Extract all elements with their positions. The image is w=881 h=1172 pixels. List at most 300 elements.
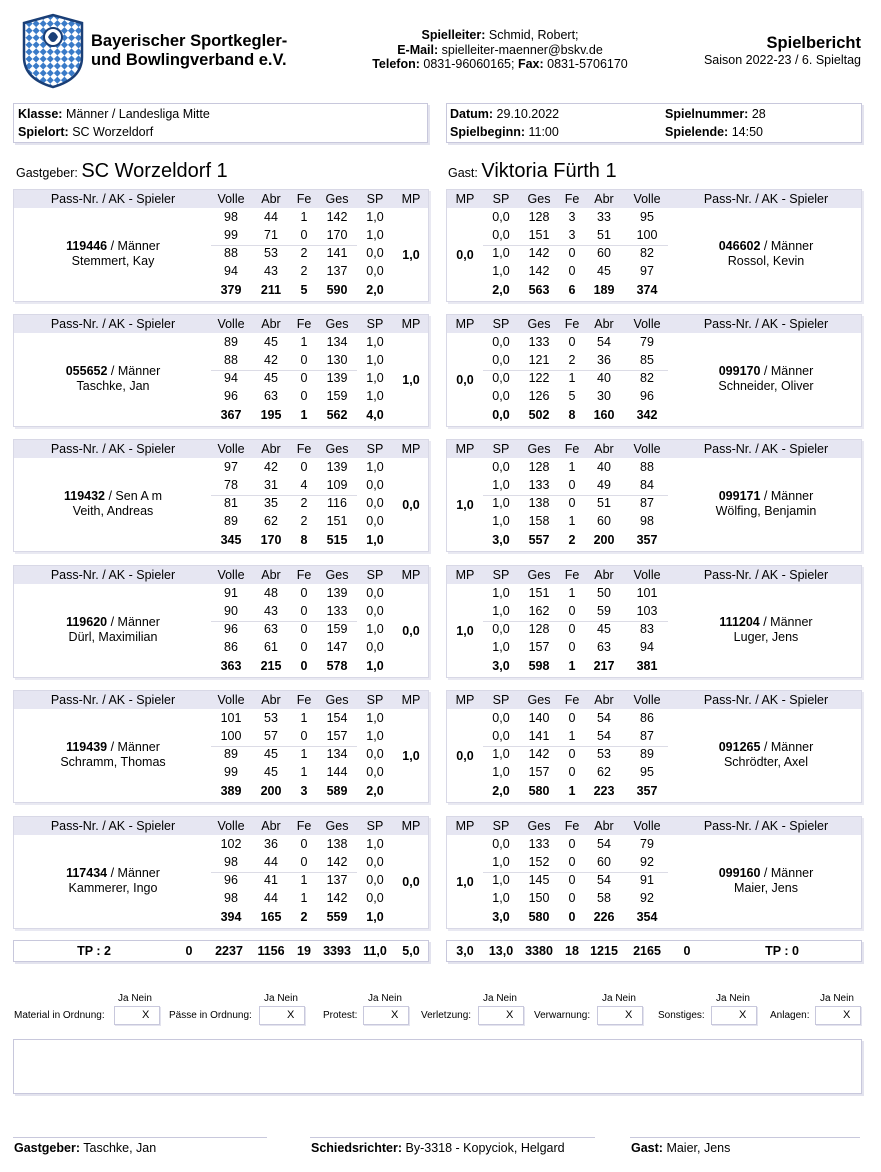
player-age-class: / Männer	[107, 740, 160, 754]
home-team-title	[16, 160, 228, 183]
total-sp-cell: 4,0	[366, 408, 384, 422]
referee-sign-label: Schiedsrichter:	[311, 1141, 403, 1155]
check-box[interactable]	[259, 1006, 305, 1025]
sp-cell: 1,0	[366, 729, 384, 743]
total-volle-cell: 357	[636, 533, 658, 547]
player-pass-line	[14, 239, 212, 254]
total-abr-cell: 170	[260, 533, 282, 547]
ges-cell: 116	[327, 496, 347, 510]
sp-cell: 0,0	[492, 228, 510, 242]
column-header-player: Pass-Nr. / AK - Spieler	[50, 568, 176, 582]
fe-cell: 4	[300, 478, 308, 492]
abr-cell: 54	[597, 873, 611, 887]
sp-cell: 0,0	[492, 353, 510, 367]
abr-cell: 45	[597, 264, 611, 278]
fe-cell: 2	[300, 496, 308, 510]
column-header-fe: Fe	[564, 819, 580, 833]
spielort-label: Spielort:	[18, 125, 69, 139]
column-header-volle: Volle	[633, 442, 661, 456]
abr-cell: 45	[597, 622, 611, 636]
volle-cell: 86	[224, 640, 238, 654]
check-box[interactable]	[711, 1006, 757, 1025]
sp-cell: 1,0	[492, 747, 510, 761]
fe-cell: 0	[300, 371, 308, 385]
total-abr-cell: 195	[260, 408, 282, 422]
volle-cell: 98	[224, 855, 238, 869]
home-mp-value: 1,0	[402, 248, 420, 262]
player-pass-number: 119432	[63, 489, 106, 503]
sp-cell: 0,0	[366, 496, 384, 510]
player-age-class: / Männer	[760, 740, 814, 754]
ges-cell: 152	[528, 855, 550, 869]
player-pass-number: 111204	[719, 615, 760, 629]
abr-cell: 54	[597, 729, 611, 743]
volle-cell: 99	[224, 765, 238, 779]
total-abr-cell: 217	[593, 659, 615, 673]
abr-cell: 61	[264, 640, 278, 654]
abr-cell: 60	[597, 514, 611, 528]
column-header-abr: Abr	[261, 693, 281, 707]
player-name: Luger, Jens	[733, 630, 799, 644]
fe-cell: 0	[568, 604, 576, 618]
volle-cell: 89	[224, 747, 238, 761]
abr-cell: 57	[264, 729, 278, 743]
home-signature	[14, 1141, 156, 1155]
volle-cell: 86	[640, 711, 654, 725]
home-total-sp: 11,0	[363, 944, 387, 958]
abr-cell: 31	[264, 478, 278, 492]
player-age-class: / Männer	[107, 364, 161, 378]
volle-cell: 79	[640, 837, 654, 851]
row-separator	[211, 495, 357, 496]
column-header-sp: SP	[492, 317, 510, 331]
fe-cell: 0	[568, 478, 576, 492]
abr-cell: 51	[597, 228, 611, 242]
volle-cell: 98	[640, 514, 654, 528]
column-header-ges: Ges	[325, 568, 349, 582]
sp-cell: 0,0	[366, 747, 384, 761]
abr-cell: 48	[264, 586, 278, 600]
column-header-player: Pass-Nr. / AK - Spieler	[703, 192, 829, 206]
column-header-ges: Ges	[527, 819, 551, 833]
player-pass-line	[671, 364, 861, 379]
row-separator	[211, 370, 357, 371]
away-team-name: Viktoria Fürth 1	[481, 160, 617, 182]
volle-cell: 87	[640, 729, 654, 743]
ges-cell: 128	[528, 460, 550, 474]
volle-cell: 96	[224, 622, 238, 636]
away-totals-row	[446, 940, 862, 962]
fax-label: Fax:	[517, 57, 544, 71]
player-name: Rossol, Kevin	[727, 254, 805, 268]
ja-nein-header: Ja Nein	[264, 993, 298, 1004]
sp-cell: 0,0	[492, 622, 510, 636]
ges-cell: 142	[326, 855, 348, 869]
check-box[interactable]	[363, 1006, 409, 1025]
ges-cell: 142	[326, 891, 348, 905]
volle-cell: 97	[640, 264, 654, 278]
row-separator	[483, 370, 668, 371]
fe-cell: 0	[300, 622, 308, 636]
total-ges-cell: 580	[528, 910, 550, 924]
home-mp-value: 0,0	[402, 498, 420, 512]
row-separator	[483, 621, 668, 622]
abr-cell: 43	[264, 604, 278, 618]
volle-cell: 95	[640, 210, 654, 224]
total-volle-cell: 381	[636, 659, 658, 673]
abr-cell: 40	[597, 460, 611, 474]
report-subtitle: Saison 2022-23 / 6. Spieltag	[703, 53, 861, 67]
check-mark: X	[625, 1009, 633, 1021]
total-fe-cell: 1	[300, 408, 308, 422]
abr-cell: 36	[597, 353, 611, 367]
column-header-volle: Volle	[633, 317, 661, 331]
away-mp-value: 1,0	[456, 624, 474, 638]
column-header-volle: Volle	[217, 192, 245, 206]
sp-cell: 1,0	[492, 891, 510, 905]
sp-cell: 1,0	[492, 264, 510, 278]
column-header-abr: Abr	[594, 317, 614, 331]
fe-cell: 0	[300, 640, 308, 654]
volle-cell: 82	[640, 246, 654, 260]
volle-cell: 92	[640, 855, 654, 869]
abr-cell: 62	[264, 514, 278, 528]
total-fe-cell: 2	[568, 533, 576, 547]
abr-cell: 45	[264, 371, 278, 385]
fe-cell: 0	[300, 228, 308, 242]
volle-cell: 88	[640, 460, 654, 474]
player-age-class: / Männer	[760, 866, 814, 880]
abr-cell: 62	[597, 765, 611, 779]
total-sp-cell: 3,0	[492, 533, 510, 547]
ges-cell: 134	[326, 747, 348, 761]
row-separator	[483, 746, 668, 747]
total-fe-cell: 3	[300, 784, 308, 798]
player-name: Dürl, Maximilian	[68, 630, 158, 644]
check-box[interactable]	[815, 1006, 861, 1025]
column-header-volle: Volle	[217, 442, 245, 456]
sp-cell: 0,0	[492, 335, 510, 349]
total-abr-cell: 215	[260, 659, 282, 673]
ges-cell: 133	[326, 604, 348, 618]
volle-cell: 95	[640, 765, 654, 779]
column-header-player: Pass-Nr. / AK - Spieler	[703, 442, 829, 456]
column-header-ges: Ges	[325, 819, 349, 833]
row-separator	[483, 495, 668, 496]
home-total-zero: 0	[185, 944, 193, 958]
volle-cell: 96	[640, 389, 654, 403]
sp-cell: 1,0	[366, 460, 384, 474]
away-mp-value: 0,0	[456, 373, 474, 387]
column-header-sp: SP	[492, 192, 510, 206]
away-total-sp: 13,0	[488, 944, 514, 958]
referee-sign-value: By-3318 - Kopyciok, Helgard	[405, 1141, 565, 1155]
player-pass-number: 091265	[718, 740, 761, 754]
away-total-fe: 18	[565, 944, 579, 958]
fe-cell: 1	[568, 586, 576, 600]
away-total-abr: 1215	[590, 944, 618, 958]
ges-cell: 142	[326, 210, 348, 224]
abr-cell: 58	[597, 891, 611, 905]
total-volle-cell: 367	[220, 408, 242, 422]
check-box[interactable]	[114, 1006, 160, 1025]
total-fe-cell: 1	[568, 659, 576, 673]
away-player-info	[671, 615, 861, 645]
total-sp-cell: 1,0	[366, 533, 384, 547]
abr-cell: 54	[597, 711, 611, 725]
away-player-info	[671, 364, 861, 394]
column-header-mp: MP	[455, 693, 475, 707]
sp-cell: 0,0	[492, 210, 510, 224]
column-header-ges: Ges	[527, 317, 551, 331]
sp-cell: 1,0	[492, 855, 510, 869]
volle-cell: 87	[640, 496, 654, 510]
row-separator	[211, 245, 357, 246]
column-header-fe: Fe	[564, 317, 580, 331]
fe-cell: 0	[568, 622, 576, 636]
volle-cell: 92	[640, 891, 654, 905]
ja-nein-header: Ja Nein	[602, 993, 636, 1004]
sp-cell: 1,0	[366, 371, 384, 385]
total-ges-cell: 515	[326, 533, 348, 547]
check-box[interactable]	[597, 1006, 643, 1025]
sp-cell: 1,0	[366, 353, 384, 367]
ges-cell: 138	[528, 496, 550, 510]
fe-cell: 0	[568, 496, 576, 510]
player-pass-number: 099170	[718, 364, 761, 378]
player-name: Schramm, Thomas	[60, 755, 166, 769]
away-player-info	[671, 740, 861, 770]
volle-cell: 94	[224, 264, 238, 278]
home-sign-value: Taschke, Jan	[83, 1141, 157, 1155]
column-header-mp: MP	[401, 568, 421, 582]
fe-cell: 1	[568, 729, 576, 743]
volle-cell: 96	[224, 873, 238, 887]
player-pass-number: 099171	[718, 489, 761, 503]
away-player-info	[671, 239, 861, 269]
player-age-class: / Männer	[760, 489, 814, 503]
away-player-block	[446, 565, 862, 678]
ges-cell: 151	[528, 586, 550, 600]
fe-cell: 1	[300, 711, 308, 725]
leader-value: Schmid, Robert;	[488, 28, 579, 42]
column-header-abr: Abr	[261, 819, 281, 833]
column-header-mp: MP	[401, 693, 421, 707]
notes-box[interactable]	[13, 1039, 862, 1094]
ges-cell: 133	[528, 837, 550, 851]
volle-cell: 89	[224, 514, 238, 528]
column-header-mp: MP	[401, 442, 421, 456]
sp-cell: 0,0	[492, 711, 510, 725]
fe-cell: 0	[568, 335, 576, 349]
abr-cell: 71	[264, 228, 278, 242]
player-pass-number: 099160	[718, 866, 761, 880]
volle-cell: 100	[636, 228, 658, 242]
column-header-fe: Fe	[296, 568, 312, 582]
abr-cell: 50	[597, 586, 611, 600]
ges-cell: 139	[326, 460, 348, 474]
total-fe-cell: 1	[568, 784, 576, 798]
home-player-block	[13, 439, 429, 552]
column-header-player: Pass-Nr. / AK - Spieler	[703, 317, 829, 331]
away-team-label: Gast:	[448, 166, 478, 180]
match-class-box	[13, 103, 428, 143]
player-name: Wölfing, Benjamin	[715, 504, 817, 518]
total-fe-cell: 6	[568, 283, 576, 297]
column-header-sp: SP	[366, 317, 384, 331]
column-header-abr: Abr	[594, 568, 614, 582]
sp-cell: 1,0	[366, 335, 384, 349]
home-player-info	[14, 740, 212, 770]
sp-cell: 0,0	[366, 640, 384, 654]
ges-cell: 141	[326, 246, 348, 260]
ges-cell: 133	[528, 478, 550, 492]
report-title: Spielbericht	[766, 34, 861, 52]
sp-cell: 0,0	[366, 604, 384, 618]
beginn-label: Spielbeginn:	[450, 125, 525, 139]
check-label: Anlagen:	[770, 1010, 810, 1021]
away-mp-value: 1,0	[456, 875, 474, 889]
volle-cell: 82	[640, 371, 654, 385]
home-totals-row	[13, 940, 429, 962]
column-header-mp: MP	[455, 568, 475, 582]
away-mp-value: 0,0	[456, 749, 474, 763]
total-sp-cell: 2,0	[366, 283, 384, 297]
total-fe-cell: 0	[300, 659, 308, 673]
ges-cell: 140	[528, 711, 550, 725]
fe-cell: 0	[568, 711, 576, 725]
ges-cell: 130	[326, 353, 348, 367]
away-total-zero: 0	[683, 944, 691, 958]
ges-cell: 138	[326, 837, 348, 851]
total-abr-cell: 226	[593, 910, 615, 924]
fe-cell: 0	[568, 837, 576, 851]
column-header-sp: SP	[366, 568, 384, 582]
player-pass-line	[671, 740, 861, 755]
fe-cell: 1	[300, 335, 308, 349]
away-total-volle: 2165	[633, 944, 661, 958]
home-mp-value: 1,0	[402, 373, 420, 387]
volle-cell: 79	[640, 335, 654, 349]
fe-cell: 0	[568, 640, 576, 654]
player-age-class: / Männer	[107, 866, 160, 880]
total-abr-cell: 200	[260, 784, 282, 798]
total-volle-cell: 345	[220, 533, 242, 547]
ges-cell: 157	[528, 765, 550, 779]
column-header-ges: Ges	[527, 442, 551, 456]
email-value: spielleiter-maenner@bskv.de	[441, 42, 603, 57]
spielort-value: SC Worzeldorf	[72, 125, 154, 139]
ges-cell: 121	[528, 353, 550, 367]
fe-cell: 0	[300, 353, 308, 367]
ges-cell: 142	[528, 264, 550, 278]
sp-cell: 0,0	[366, 891, 384, 905]
away-mp-value: 1,0	[456, 498, 474, 512]
total-volle-cell: 374	[636, 283, 658, 297]
player-name: Maier, Jens	[734, 881, 798, 895]
ges-cell: 162	[528, 604, 550, 618]
player-name: Stemmert, Kay	[71, 254, 155, 268]
nummer-value: 28	[751, 107, 766, 121]
fe-cell: 0	[568, 747, 576, 761]
check-mark: X	[287, 1009, 295, 1021]
nummer-label: Spielnummer:	[665, 107, 749, 121]
column-header-player: Pass-Nr. / AK - Spieler	[50, 317, 176, 331]
volle-cell: 96	[224, 389, 238, 403]
total-sp-cell: 3,0	[492, 659, 510, 673]
player-pass-number: 117434	[66, 866, 108, 880]
ende-label: Spielende:	[665, 125, 729, 139]
report-title-block	[704, 34, 861, 67]
player-pass-number: 046602	[718, 239, 761, 253]
sp-cell: 0,0	[366, 586, 384, 600]
home-total-fe: 19	[297, 944, 311, 958]
fe-cell: 2	[568, 353, 576, 367]
beginn-value: 11:00	[528, 125, 559, 139]
player-pass-number: 119620	[66, 615, 108, 629]
total-ges-cell: 590	[326, 283, 348, 297]
total-volle-cell: 342	[636, 408, 658, 422]
player-pass-line	[14, 866, 212, 881]
ges-cell: 128	[528, 622, 550, 636]
away-player-block	[446, 189, 862, 302]
fe-cell: 1	[568, 460, 576, 474]
player-pass-line	[671, 866, 861, 881]
total-abr-cell: 165	[260, 910, 282, 924]
away-signature	[631, 1141, 730, 1155]
column-header-volle: Volle	[633, 568, 661, 582]
home-player-block	[13, 189, 429, 302]
abr-cell: 35	[264, 496, 278, 510]
column-header-abr: Abr	[594, 192, 614, 206]
home-player-block	[13, 690, 429, 803]
ges-cell: 151	[528, 228, 550, 242]
column-header-sp: SP	[366, 819, 384, 833]
player-pass-line	[671, 239, 861, 254]
player-age-class: / Sen A m	[105, 489, 162, 503]
total-volle-cell: 354	[636, 910, 658, 924]
check-box[interactable]	[478, 1006, 524, 1025]
away-sign-label: Gast:	[631, 1141, 663, 1155]
fe-cell: 0	[300, 460, 308, 474]
total-sp-cell: 2,0	[492, 784, 510, 798]
total-abr-cell: 223	[593, 784, 615, 798]
fe-cell: 0	[300, 389, 308, 403]
abr-cell: 51	[597, 496, 611, 510]
volle-cell: 101	[220, 711, 242, 725]
column-header-sp: SP	[492, 568, 510, 582]
abr-cell: 44	[264, 210, 278, 224]
column-header-player: Pass-Nr. / AK - Spieler	[703, 819, 829, 833]
fe-cell: 0	[300, 604, 308, 618]
away-player-block	[446, 439, 862, 552]
ges-cell: 139	[326, 371, 348, 385]
column-header-abr: Abr	[261, 568, 281, 582]
ges-cell: 137	[326, 264, 348, 278]
abr-cell: 45	[264, 335, 278, 349]
home-team-label: Gastgeber:	[16, 166, 78, 180]
away-mp-value: 0,0	[456, 248, 474, 262]
column-header-sp: SP	[366, 442, 384, 456]
check-label: Verwarnung:	[534, 1010, 591, 1021]
column-header-abr: Abr	[261, 442, 281, 456]
abr-cell: 33	[597, 210, 611, 224]
column-header-sp: SP	[366, 192, 384, 206]
ges-cell: 133	[528, 335, 550, 349]
fe-cell: 3	[568, 210, 576, 224]
home-sign-label: Gastgeber:	[14, 1141, 80, 1155]
player-name: Kammerer, Ingo	[68, 881, 158, 895]
